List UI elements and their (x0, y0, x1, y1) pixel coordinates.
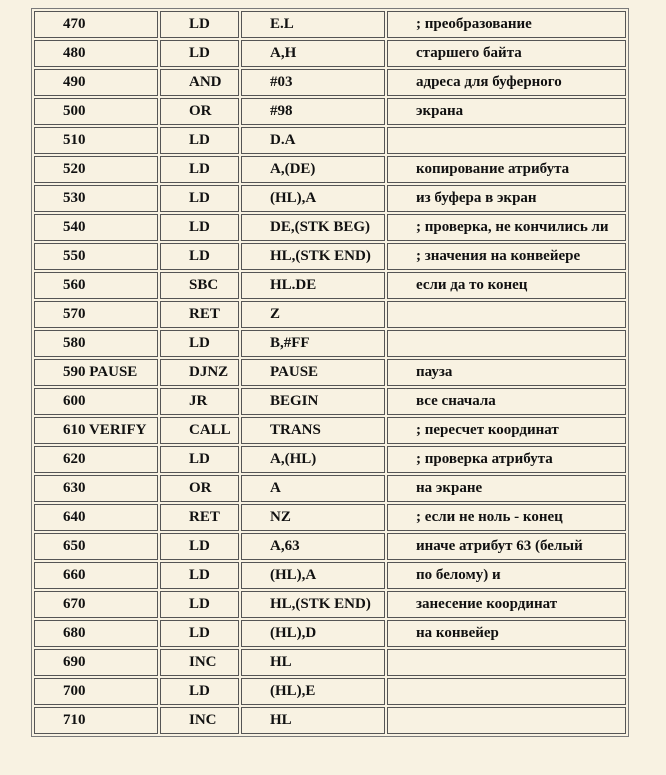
operand-cell: A,(HL) (241, 446, 385, 473)
opcode-cell: RET (160, 301, 239, 328)
line-number-cell: 590 PAUSE (34, 359, 158, 386)
opcode-cell: LD (160, 678, 239, 705)
line-number-cell: 490 (34, 69, 158, 96)
operand-cell: (HL),A (241, 185, 385, 212)
opcode-cell: LD (160, 533, 239, 560)
comment-cell (387, 649, 626, 676)
opcode-cell: CALL (160, 417, 239, 444)
table-row (34, 156, 626, 183)
table-row (34, 40, 626, 67)
operand-cell: Z (241, 301, 385, 328)
comment-cell (387, 127, 626, 154)
table-row (34, 69, 626, 96)
table-row (34, 446, 626, 473)
opcode-cell: INC (160, 649, 239, 676)
table-row (34, 620, 626, 647)
line-number-cell: 670 (34, 591, 158, 618)
assembly-listing-table (31, 8, 629, 737)
opcode-cell: SBC (160, 272, 239, 299)
line-number-cell: 570 (34, 301, 158, 328)
line-number-cell: 480 (34, 40, 158, 67)
operand-cell: A,(DE) (241, 156, 385, 183)
opcode-cell: LD (160, 330, 239, 357)
comment-cell: все сначала (387, 388, 626, 415)
operand-cell: TRANS (241, 417, 385, 444)
opcode-cell: DJNZ (160, 359, 239, 386)
table-row (34, 475, 626, 502)
opcode-cell: LD (160, 214, 239, 241)
comment-cell: старшего байта (387, 40, 626, 67)
comment-cell: ; пересчет координат (387, 417, 626, 444)
opcode-cell: LD (160, 11, 239, 38)
comment-cell: по белому) и (387, 562, 626, 589)
table-row (34, 533, 626, 560)
table-row (34, 678, 626, 705)
comment-cell: ; значения на конвейере (387, 243, 626, 270)
operand-cell: #03 (241, 69, 385, 96)
line-number-cell: 550 (34, 243, 158, 270)
opcode-cell: LD (160, 156, 239, 183)
comment-cell: адреса для буферного (387, 69, 626, 96)
line-number-cell: 520 (34, 156, 158, 183)
operand-cell: (HL),A (241, 562, 385, 589)
operand-cell: E.L (241, 11, 385, 38)
comment-cell: если да то конец (387, 272, 626, 299)
line-number-cell: 600 (34, 388, 158, 415)
comment-cell: ; если не ноль - конец (387, 504, 626, 531)
table-row (34, 243, 626, 270)
opcode-cell: LD (160, 40, 239, 67)
comment-cell: копирование атрибута (387, 156, 626, 183)
table-row (34, 301, 626, 328)
comment-cell (387, 301, 626, 328)
opcode-cell: LD (160, 562, 239, 589)
operand-cell: HL (241, 707, 385, 734)
line-number-cell: 610 VERIFY (34, 417, 158, 444)
operand-cell: BEGIN (241, 388, 385, 415)
line-number-cell: 530 (34, 185, 158, 212)
opcode-cell: LD (160, 620, 239, 647)
operand-cell: HL (241, 649, 385, 676)
table-row (34, 214, 626, 241)
opcode-cell: LD (160, 127, 239, 154)
operand-cell: A,H (241, 40, 385, 67)
table-row (34, 185, 626, 212)
operand-cell: A,63 (241, 533, 385, 560)
line-number-cell: 710 (34, 707, 158, 734)
comment-cell (387, 330, 626, 357)
comment-cell: на конвейер (387, 620, 626, 647)
table-row (34, 98, 626, 125)
comment-cell: иначе атрибут 63 (белый (387, 533, 626, 560)
opcode-cell: OR (160, 98, 239, 125)
line-number-cell: 620 (34, 446, 158, 473)
operand-cell: PAUSE (241, 359, 385, 386)
comment-cell: из буфера в экран (387, 185, 626, 212)
table-row (34, 649, 626, 676)
opcode-cell: LD (160, 591, 239, 618)
line-number-cell: 470 (34, 11, 158, 38)
operand-cell: #98 (241, 98, 385, 125)
comment-cell (387, 678, 626, 705)
table-row (34, 127, 626, 154)
comment-cell (387, 707, 626, 734)
comment-cell: ; преобразование (387, 11, 626, 38)
table-body (34, 11, 626, 734)
opcode-cell: LD (160, 243, 239, 270)
table-row (34, 562, 626, 589)
opcode-cell: LD (160, 185, 239, 212)
comment-cell: занесение координат (387, 591, 626, 618)
line-number-cell: 640 (34, 504, 158, 531)
line-number-cell: 690 (34, 649, 158, 676)
line-number-cell: 510 (34, 127, 158, 154)
table-row (34, 504, 626, 531)
operand-cell: DE,(STK BEG) (241, 214, 385, 241)
operand-cell: B,#FF (241, 330, 385, 357)
comment-cell: ; проверка, не кончились ли (387, 214, 626, 241)
line-number-cell: 650 (34, 533, 158, 560)
line-number-cell: 500 (34, 98, 158, 125)
comment-cell: пауза (387, 359, 626, 386)
operand-cell: (HL),E (241, 678, 385, 705)
comment-cell: на экране (387, 475, 626, 502)
opcode-cell: INC (160, 707, 239, 734)
line-number-cell: 560 (34, 272, 158, 299)
comment-cell: ; проверка атрибута (387, 446, 626, 473)
operand-cell: A (241, 475, 385, 502)
table-row (34, 388, 626, 415)
operand-cell: D.A (241, 127, 385, 154)
line-number-cell: 680 (34, 620, 158, 647)
table-row (34, 707, 626, 734)
line-number-cell: 700 (34, 678, 158, 705)
operand-cell: NZ (241, 504, 385, 531)
comment-cell: экрана (387, 98, 626, 125)
table-row (34, 330, 626, 357)
opcode-cell: LD (160, 446, 239, 473)
operand-cell: (HL),D (241, 620, 385, 647)
line-number-cell: 630 (34, 475, 158, 502)
table-row (34, 272, 626, 299)
table-row (34, 359, 626, 386)
opcode-cell: RET (160, 504, 239, 531)
line-number-cell: 540 (34, 214, 158, 241)
table-row (34, 591, 626, 618)
line-number-cell: 660 (34, 562, 158, 589)
operand-cell: HL,(STK END) (241, 243, 385, 270)
line-number-cell: 580 (34, 330, 158, 357)
opcode-cell: AND (160, 69, 239, 96)
operand-cell: HL.DE (241, 272, 385, 299)
opcode-cell: JR (160, 388, 239, 415)
operand-cell: HL,(STK END) (241, 591, 385, 618)
table-row (34, 11, 626, 38)
table-row (34, 417, 626, 444)
opcode-cell: OR (160, 475, 239, 502)
